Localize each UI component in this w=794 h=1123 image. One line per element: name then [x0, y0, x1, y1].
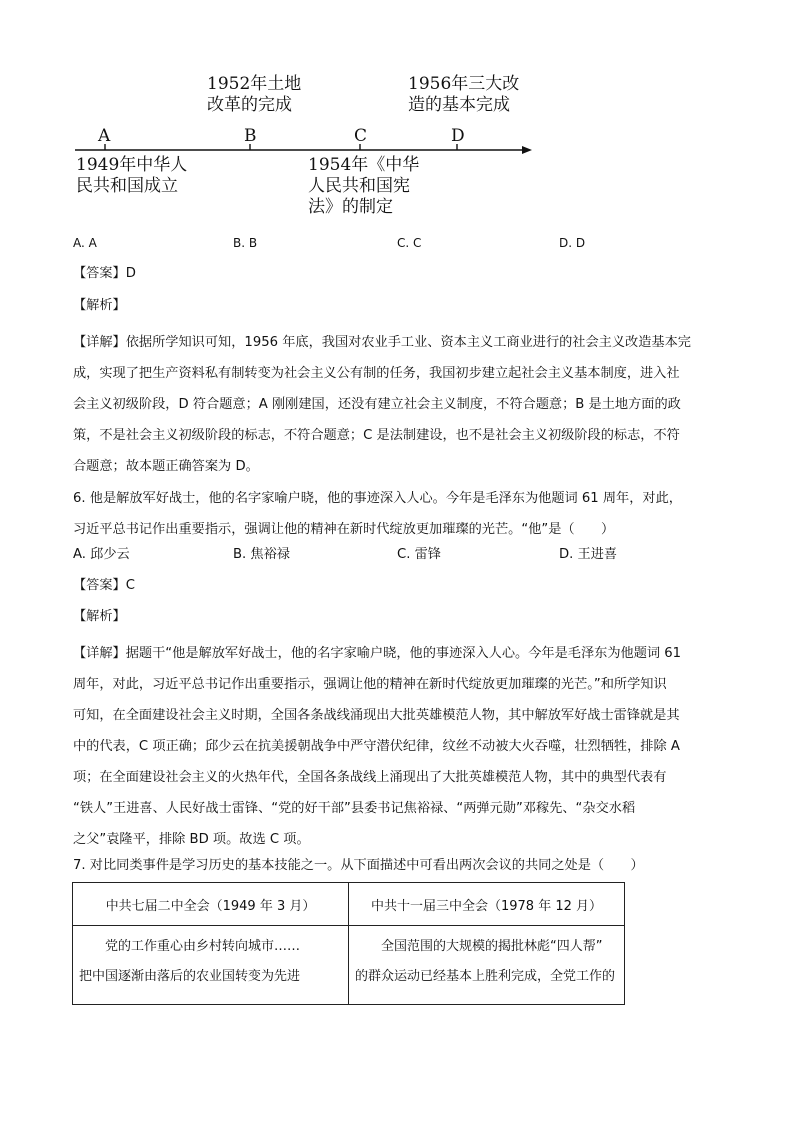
timeline-event-d: 1956年三大改 造的基本完成 — [408, 74, 520, 115]
timeline-event-a: 1949年中华人 民共和国成立 — [76, 155, 188, 196]
table-header-cell: 中共七届二中全会（1949 年 3 月） — [73, 883, 349, 926]
q6-option-b: B. 焦裕禄 — [233, 547, 290, 562]
q5-analysis-heading: 【解析】 — [73, 298, 126, 313]
q7-comparison-table — [72, 882, 625, 1005]
table-header-cell: 中共十一届三中全会（1978 年 12 月） — [349, 883, 625, 926]
table-cell-1949: 党的工作重心由乡村转向城市…… 把中国逐渐由落后的农业国转变为先进 — [73, 926, 349, 1005]
table-header-row — [73, 883, 625, 926]
timeline-letter-a: A — [98, 126, 111, 146]
table-row — [73, 926, 625, 1005]
q6-stem: 6. 他是解放军好战士，他的名字家喻户晓，他的事迹深入人心。今年是毛泽东为他题词 61 周年，对此， 习近平总书记作出重要指示，强调让他的精神在新时代绽放更加璀璨的光芒。“他”是（ ） — [73, 491, 682, 537]
q6-detail: 【详解】据题干“他是解放军好战士，他的名字家喻户晓，他的事迹深入人心。今年是毛泽东为他题词 61 周年，对此，习近平总书记作出重要指示，强调让他的精神在新时代绽放更加璀璨的光芒。”和所学知识 可知，在全面建设社会主义时期，全国各条战线涌现出大批英雄模范人物，其中解放军好战士雷锋就是其 中的代表，C 项正确；邱少云在抗美援朝战争中严守潜伏纪律，纹丝不动被大火吞噬，壮烈牺牲，排除 A 项；在全面建设社会主义的火热年代，全国各条战线上涌现出了大批英雄模范人物，其中的典型代表有 “铁人”王进喜、人民好战士雷锋、“党的好干部”县委书记焦裕禄、“两弹元勋”邓稼先、“杂交水稻 之父”袁隆平，排除 BD 项。故选 C 项。 — [73, 646, 682, 847]
q6-answer: 【答案】C — [73, 578, 135, 593]
q7-stem: 7. 对比同类事件是学习历史的基本技能之一。从下面描述中可看出两次会议的共同之处是（ ） — [73, 858, 644, 873]
q5-option-d: D. D — [559, 236, 586, 250]
timeline-event-c: 1954年《中华 人民共和国宪 法》的制定 — [308, 155, 420, 217]
q6-option-c: C. 雷锋 — [397, 547, 441, 562]
q6-option-d: D. 王进喜 — [559, 547, 618, 562]
q5-detail: 【详解】依据所学知识可知，1956 年底，我国对农业手工业、资本主义工商业进行的社会主义改造基本完 成，实现了把生产资料私有制转变为社会主义公有制的任务，我国初步建立起社会主义基本制度，进入社 会主义初级阶段，D 符合题意；A 刚刚建国，还没有建立社会主义制度，不符合题意；B 是土地方面的政 策，不是社会主义初级阶段的标志，不符合题意；C 是法制建设，也不是社会主义初级阶段的标志，不符 合题意；故本题正确答案为 D。 — [73, 335, 691, 474]
q6-option-a: A. 邱少云 — [73, 547, 130, 562]
timeline-letter-c: C — [354, 126, 368, 146]
timeline-letter-b: B — [244, 126, 257, 146]
timeline-event-b: 1952年土地 改革的完成 — [207, 74, 302, 115]
q6-analysis-heading: 【解析】 — [73, 609, 126, 624]
q5-option-a: A. A — [73, 236, 97, 250]
table-cell-1978: 全国范围的大规模的揭批林彪“四人帮” 的群众运动已经基本上胜利完成，全党工作的 — [349, 926, 625, 1005]
timeline-letter-d: D — [451, 126, 465, 146]
q5-option-b: B. B — [233, 236, 258, 250]
q5-answer: 【答案】D — [73, 266, 136, 281]
q5-option-c: C. C — [397, 236, 422, 250]
